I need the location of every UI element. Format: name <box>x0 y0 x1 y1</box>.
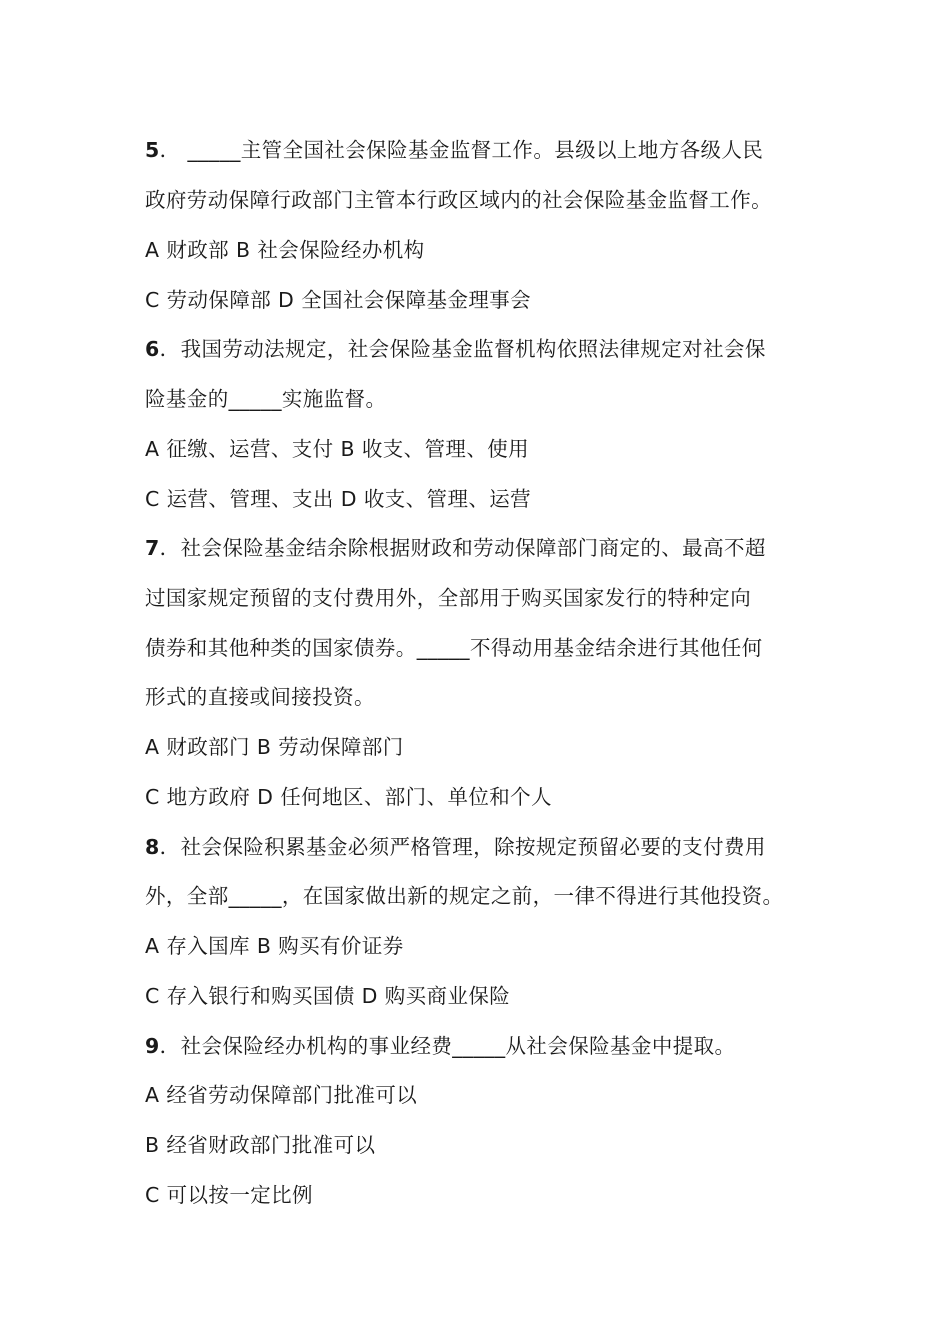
question-8-options-ab: A 存入国库 B 购买有价证券 <box>145 934 404 958</box>
question-5-stem-line-1 <box>145 130 763 170</box>
question-9-option-a: A 经省劳动保障部门批准可以 <box>145 1083 418 1107</box>
question-7-options-cd: C 地方政府 D 任何地区、部门、单位和个人 <box>145 785 552 809</box>
question-7-stem-text-1: ．社会保险基金结余除根据财政和劳动保障部门商定的、最高不超 <box>159 536 766 560</box>
question-6-stem-text-1: ．我国劳动法规定，社会保险基金监督机构依照法律规定对社会保 <box>159 337 766 361</box>
question-7-number: 7 <box>145 536 160 560</box>
question-6-stem-line-1 <box>145 329 766 369</box>
question-7-options-ab: A 财政部门 B 劳动保障部门 <box>145 735 404 759</box>
question-9-stem-line-1 <box>145 1026 735 1066</box>
question-5-stem-text-1: ． _____主管全国社会保险基金监督工作。县级以上地方各级人民 <box>159 138 764 162</box>
question-5-number: 5 <box>145 138 160 162</box>
question-6-stem-line-2: 险基金的_____实施监督。 <box>145 387 387 411</box>
question-7-stem-line-4: 形式的直接或间接投资。 <box>145 685 375 709</box>
question-6-number: 6 <box>145 337 160 361</box>
question-6-options-cd: C 运营、管理、支出 D 收支、管理、运营 <box>145 487 532 511</box>
question-8-options-cd: C 存入银行和购买国债 D 购买商业保险 <box>145 984 511 1008</box>
question-6-options-ab: A 征缴、运营、支付 B 收支、管理、使用 <box>145 437 530 461</box>
question-5-options-ab: A 财政部 B 社会保险经办机构 <box>145 238 425 262</box>
question-8-stem-line-1 <box>145 827 766 867</box>
question-8-number: 8 <box>145 835 160 859</box>
question-5-options-cd: C 劳动保障部 D 全国社会保障基金理事会 <box>145 288 532 312</box>
question-9-option-c: C 可以按一定比例 <box>145 1183 313 1207</box>
question-9-option-b: B 经省财政部门批准可以 <box>145 1133 376 1157</box>
question-9-number: 9 <box>145 1034 160 1058</box>
question-5-stem-line-2: 政府劳动保障行政部门主管本行政区域内的社会保险基金监督工作。 <box>145 188 772 212</box>
question-7-stem-line-1 <box>145 528 766 568</box>
question-8-stem-line-2: 外，全部_____，在国家做出新的规定之前，一律不得进行其他投资。 <box>145 884 784 908</box>
question-8-stem-text-1: ．社会保险积累基金必须严格管理，除按规定预留必要的支付费用 <box>159 835 766 859</box>
question-7-stem-line-2: 过国家规定预留的支付费用外，全部用于购买国家发行的特种定向 <box>145 586 752 610</box>
question-7-stem-line-3: 债券和其他种类的国家债券。_____不得动用基金结余进行其他任何 <box>145 636 763 660</box>
question-9-stem-text-1: ．社会保险经办机构的事业经费_____从社会保险基金中提取。 <box>159 1034 736 1058</box>
